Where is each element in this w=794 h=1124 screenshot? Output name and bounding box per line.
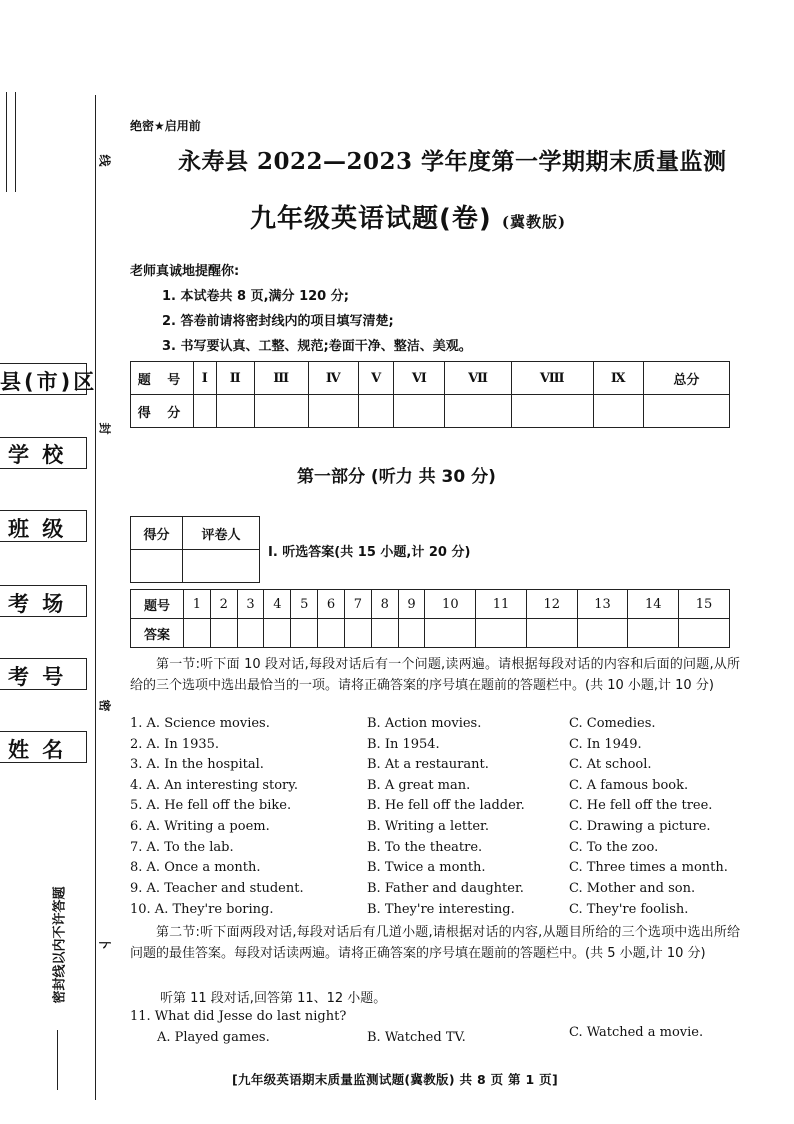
name-field-label: 姓 名 bbox=[8, 738, 67, 762]
answer-number: 7 bbox=[344, 590, 371, 619]
question-5-option-b: B. He fell off the ladder. bbox=[367, 798, 525, 813]
question-9-option-a: 9. A. Teacher and student. bbox=[130, 881, 304, 896]
question-6-option-c: C. Drawing a picture. bbox=[569, 819, 711, 834]
question-10-option-a: 10. A. They're boring. bbox=[130, 902, 274, 917]
question-9-option-b: B. Father and daughter. bbox=[367, 881, 524, 896]
exam-subtitle bbox=[250, 198, 566, 235]
answer-cell[interactable] bbox=[526, 619, 577, 648]
answer-number: 4 bbox=[264, 590, 291, 619]
answer-cell[interactable] bbox=[184, 619, 211, 648]
score-cell[interactable] bbox=[194, 395, 217, 428]
score-table-header-row bbox=[131, 362, 730, 395]
answer-number: 13 bbox=[577, 590, 628, 619]
question-6-option-a: 6. A. Writing a poem. bbox=[130, 819, 270, 834]
answer-number: 9 bbox=[398, 590, 425, 619]
answer-cell[interactable] bbox=[344, 619, 371, 648]
confidential-mark: 绝密★启用前 bbox=[130, 119, 201, 133]
answer-number: 3 bbox=[237, 590, 264, 619]
answer-table-row-label: 答案 bbox=[131, 619, 184, 648]
score-cell[interactable] bbox=[308, 395, 358, 428]
question-6-option-b: B. Writing a letter. bbox=[367, 819, 489, 834]
question-10-option-c: C. They're foolish. bbox=[569, 902, 689, 917]
score-cell[interactable] bbox=[394, 395, 445, 428]
dialogue-11-intro: 听第 11 段对话,回答第 11、12 小题。 bbox=[160, 991, 387, 1006]
score-col: Ⅰ bbox=[194, 362, 217, 395]
grader-name-cell[interactable] bbox=[182, 550, 259, 583]
question-2-option-b: B. In 1954. bbox=[367, 737, 440, 752]
grader-name-header: 评卷人 bbox=[182, 517, 259, 550]
reminder-note-2: 2. 答卷前请将密封线内的项目填写清楚; bbox=[162, 314, 394, 329]
seal-char-feng: 封 bbox=[97, 422, 112, 435]
score-col: Ⅵ bbox=[394, 362, 445, 395]
answer-cell[interactable] bbox=[210, 619, 237, 648]
score-cell[interactable] bbox=[445, 395, 511, 428]
answer-number: 15 bbox=[679, 590, 730, 619]
answer-number: 10 bbox=[425, 590, 476, 619]
question-11-option-a: A. Played games. bbox=[157, 1030, 270, 1045]
answer-number: 1 bbox=[184, 590, 211, 619]
answer-table-row-label: 题号 bbox=[131, 590, 184, 619]
question-5-option-c: C. He fell off the tree. bbox=[569, 798, 713, 813]
answer-number: 6 bbox=[318, 590, 345, 619]
score-col: Ⅷ bbox=[511, 362, 593, 395]
question-1-option-c: C. Comedies. bbox=[569, 716, 656, 731]
subtitle-text: 九年级英语试题(卷) bbox=[250, 204, 492, 234]
answer-number: 2 bbox=[210, 590, 237, 619]
reminder-note-3: 3. 书写要认真、工整、规范;卷面干净、整洁、美观。 bbox=[162, 339, 472, 354]
score-cell[interactable] bbox=[593, 395, 643, 428]
answer-cell[interactable] bbox=[628, 619, 679, 648]
answer-number: 11 bbox=[476, 590, 527, 619]
score-col: Ⅸ bbox=[593, 362, 643, 395]
answer-number: 8 bbox=[371, 590, 398, 619]
question-4-option-a: 4. A. An interesting story. bbox=[130, 778, 299, 793]
seal-char-mi: 密 bbox=[97, 699, 112, 712]
score-col: Ⅴ bbox=[358, 362, 393, 395]
score-table bbox=[130, 361, 730, 428]
answer-number: 14 bbox=[628, 590, 679, 619]
exam-title: 永寿县 2022—2023 学年度第一学期期末质量监测 bbox=[178, 148, 727, 175]
answer-cell[interactable] bbox=[318, 619, 345, 648]
class-field-label: 班 级 bbox=[8, 517, 67, 541]
question-8-option-a: 8. A. Once a month. bbox=[130, 860, 261, 875]
answer-cell[interactable] bbox=[476, 619, 527, 648]
answer-table-number-row bbox=[131, 590, 730, 619]
question-4-option-c: C. A famous book. bbox=[569, 778, 689, 793]
answer-cell[interactable] bbox=[371, 619, 398, 648]
answer-cell[interactable] bbox=[398, 619, 425, 648]
score-col-total: 总分 bbox=[643, 362, 729, 395]
question-9-option-c: C. Mother and son. bbox=[569, 881, 696, 896]
answer-table bbox=[130, 589, 730, 648]
answer-cell[interactable] bbox=[679, 619, 730, 648]
section2-instructions: 第二节:听下面两段对话,每段对话后有几道小题,请根据对话的内容,从题目所给的三个选项中选出所给问题的最佳答案。每段对话读两遍。请将正确答案的序号填在题前的答题栏中。(共 5 小题,计 10 分) bbox=[130, 925, 740, 961]
answer-cell[interactable] bbox=[291, 619, 318, 648]
question-1-option-a: 1. A. Science movies. bbox=[130, 716, 270, 731]
question-11-option-c: C. Watched a movie. bbox=[569, 1025, 704, 1040]
answer-cell[interactable] bbox=[237, 619, 264, 648]
answer-number: 12 bbox=[526, 590, 577, 619]
reminder-note-1: 1. 本试卷共 8 页,满分 120 分; bbox=[162, 289, 349, 304]
question-11-option-b: B. Watched TV. bbox=[367, 1030, 466, 1045]
part1-title: 第一部分 (听力 共 30 分) bbox=[297, 467, 496, 487]
score-col: Ⅶ bbox=[445, 362, 511, 395]
county-field-label: 县(市)区 bbox=[0, 370, 98, 394]
answer-number: 5 bbox=[291, 590, 318, 619]
seal-char-xian: 线 bbox=[97, 154, 112, 167]
score-col: Ⅱ bbox=[216, 362, 254, 395]
exam-number-field-label: 考 号 bbox=[8, 665, 67, 689]
question-3-option-a: 3. A. In the hospital. bbox=[130, 757, 264, 772]
question-1-option-b: B. Action movies. bbox=[367, 716, 482, 731]
score-cell[interactable] bbox=[254, 395, 308, 428]
grader-score-header: 得分 bbox=[131, 517, 183, 550]
question-7-option-b: B. To the theatre. bbox=[367, 840, 483, 855]
score-cell[interactable] bbox=[511, 395, 593, 428]
score-col: Ⅲ bbox=[254, 362, 308, 395]
score-cell[interactable] bbox=[216, 395, 254, 428]
question-4-option-b: B. A great man. bbox=[367, 778, 471, 793]
edition-label: (冀教版) bbox=[501, 213, 567, 231]
question-10-option-b: B. They're interesting. bbox=[367, 902, 515, 917]
answer-cell[interactable] bbox=[264, 619, 291, 648]
warning-line bbox=[57, 1030, 58, 1090]
question-3-option-c: C. At school. bbox=[569, 757, 652, 772]
question-7-option-c: C. To the zoo. bbox=[569, 840, 659, 855]
section1-instructions: 第一节:听下面 10 段对话,每段对话后有一个问题,读两遍。请根据每段对话的内容和后面的问题,从所给的三个选项中选出最恰当的一项。请将正确答案的序号填在题前的答题栏中。(共 10 小题,计 10 分) bbox=[130, 657, 740, 693]
answer-cell[interactable] bbox=[577, 619, 628, 648]
score-table-row-label: 得 分 bbox=[131, 395, 194, 428]
score-cell[interactable] bbox=[358, 395, 393, 428]
section1-title: Ⅰ. 听选答案(共 15 小题,计 20 分) bbox=[268, 545, 471, 560]
binding-marker bbox=[6, 92, 16, 192]
question-8-option-c: C. Three times a month. bbox=[569, 860, 728, 875]
question-11-stem: 11. What did Jesse do last night? bbox=[130, 1009, 347, 1024]
score-table-row-label: 题 号 bbox=[131, 362, 194, 395]
school-field-label: 学 校 bbox=[8, 443, 67, 467]
question-7-option-a: 7. A. To the lab. bbox=[130, 840, 234, 855]
grader-score-cell[interactable] bbox=[131, 550, 183, 583]
question-2-option-a: 2. A. In 1935. bbox=[130, 737, 220, 752]
answer-cell[interactable] bbox=[425, 619, 476, 648]
page-footer: [九年级英语期末质量监测试题(冀教版) 共 8 页 第 1 页] bbox=[232, 1072, 558, 1087]
question-2-option-c: C. In 1949. bbox=[569, 737, 642, 752]
seal-warning: 密封线以内不许答题 bbox=[52, 886, 68, 1004]
score-cell[interactable] bbox=[643, 395, 729, 428]
score-table-score-row bbox=[131, 395, 730, 428]
seal-char-bu: 卜 bbox=[97, 937, 112, 950]
question-8-option-b: B. Twice a month. bbox=[367, 860, 486, 875]
grader-table bbox=[130, 516, 260, 583]
answer-table-answer-row bbox=[131, 619, 730, 648]
score-col: Ⅳ bbox=[308, 362, 358, 395]
question-3-option-b: B. At a restaurant. bbox=[367, 757, 489, 772]
exam-room-field-label: 考 场 bbox=[8, 592, 67, 616]
reminder-heading: 老师真诚地提醒你: bbox=[130, 264, 240, 279]
question-5-option-a: 5. A. He fell off the bike. bbox=[130, 798, 292, 813]
